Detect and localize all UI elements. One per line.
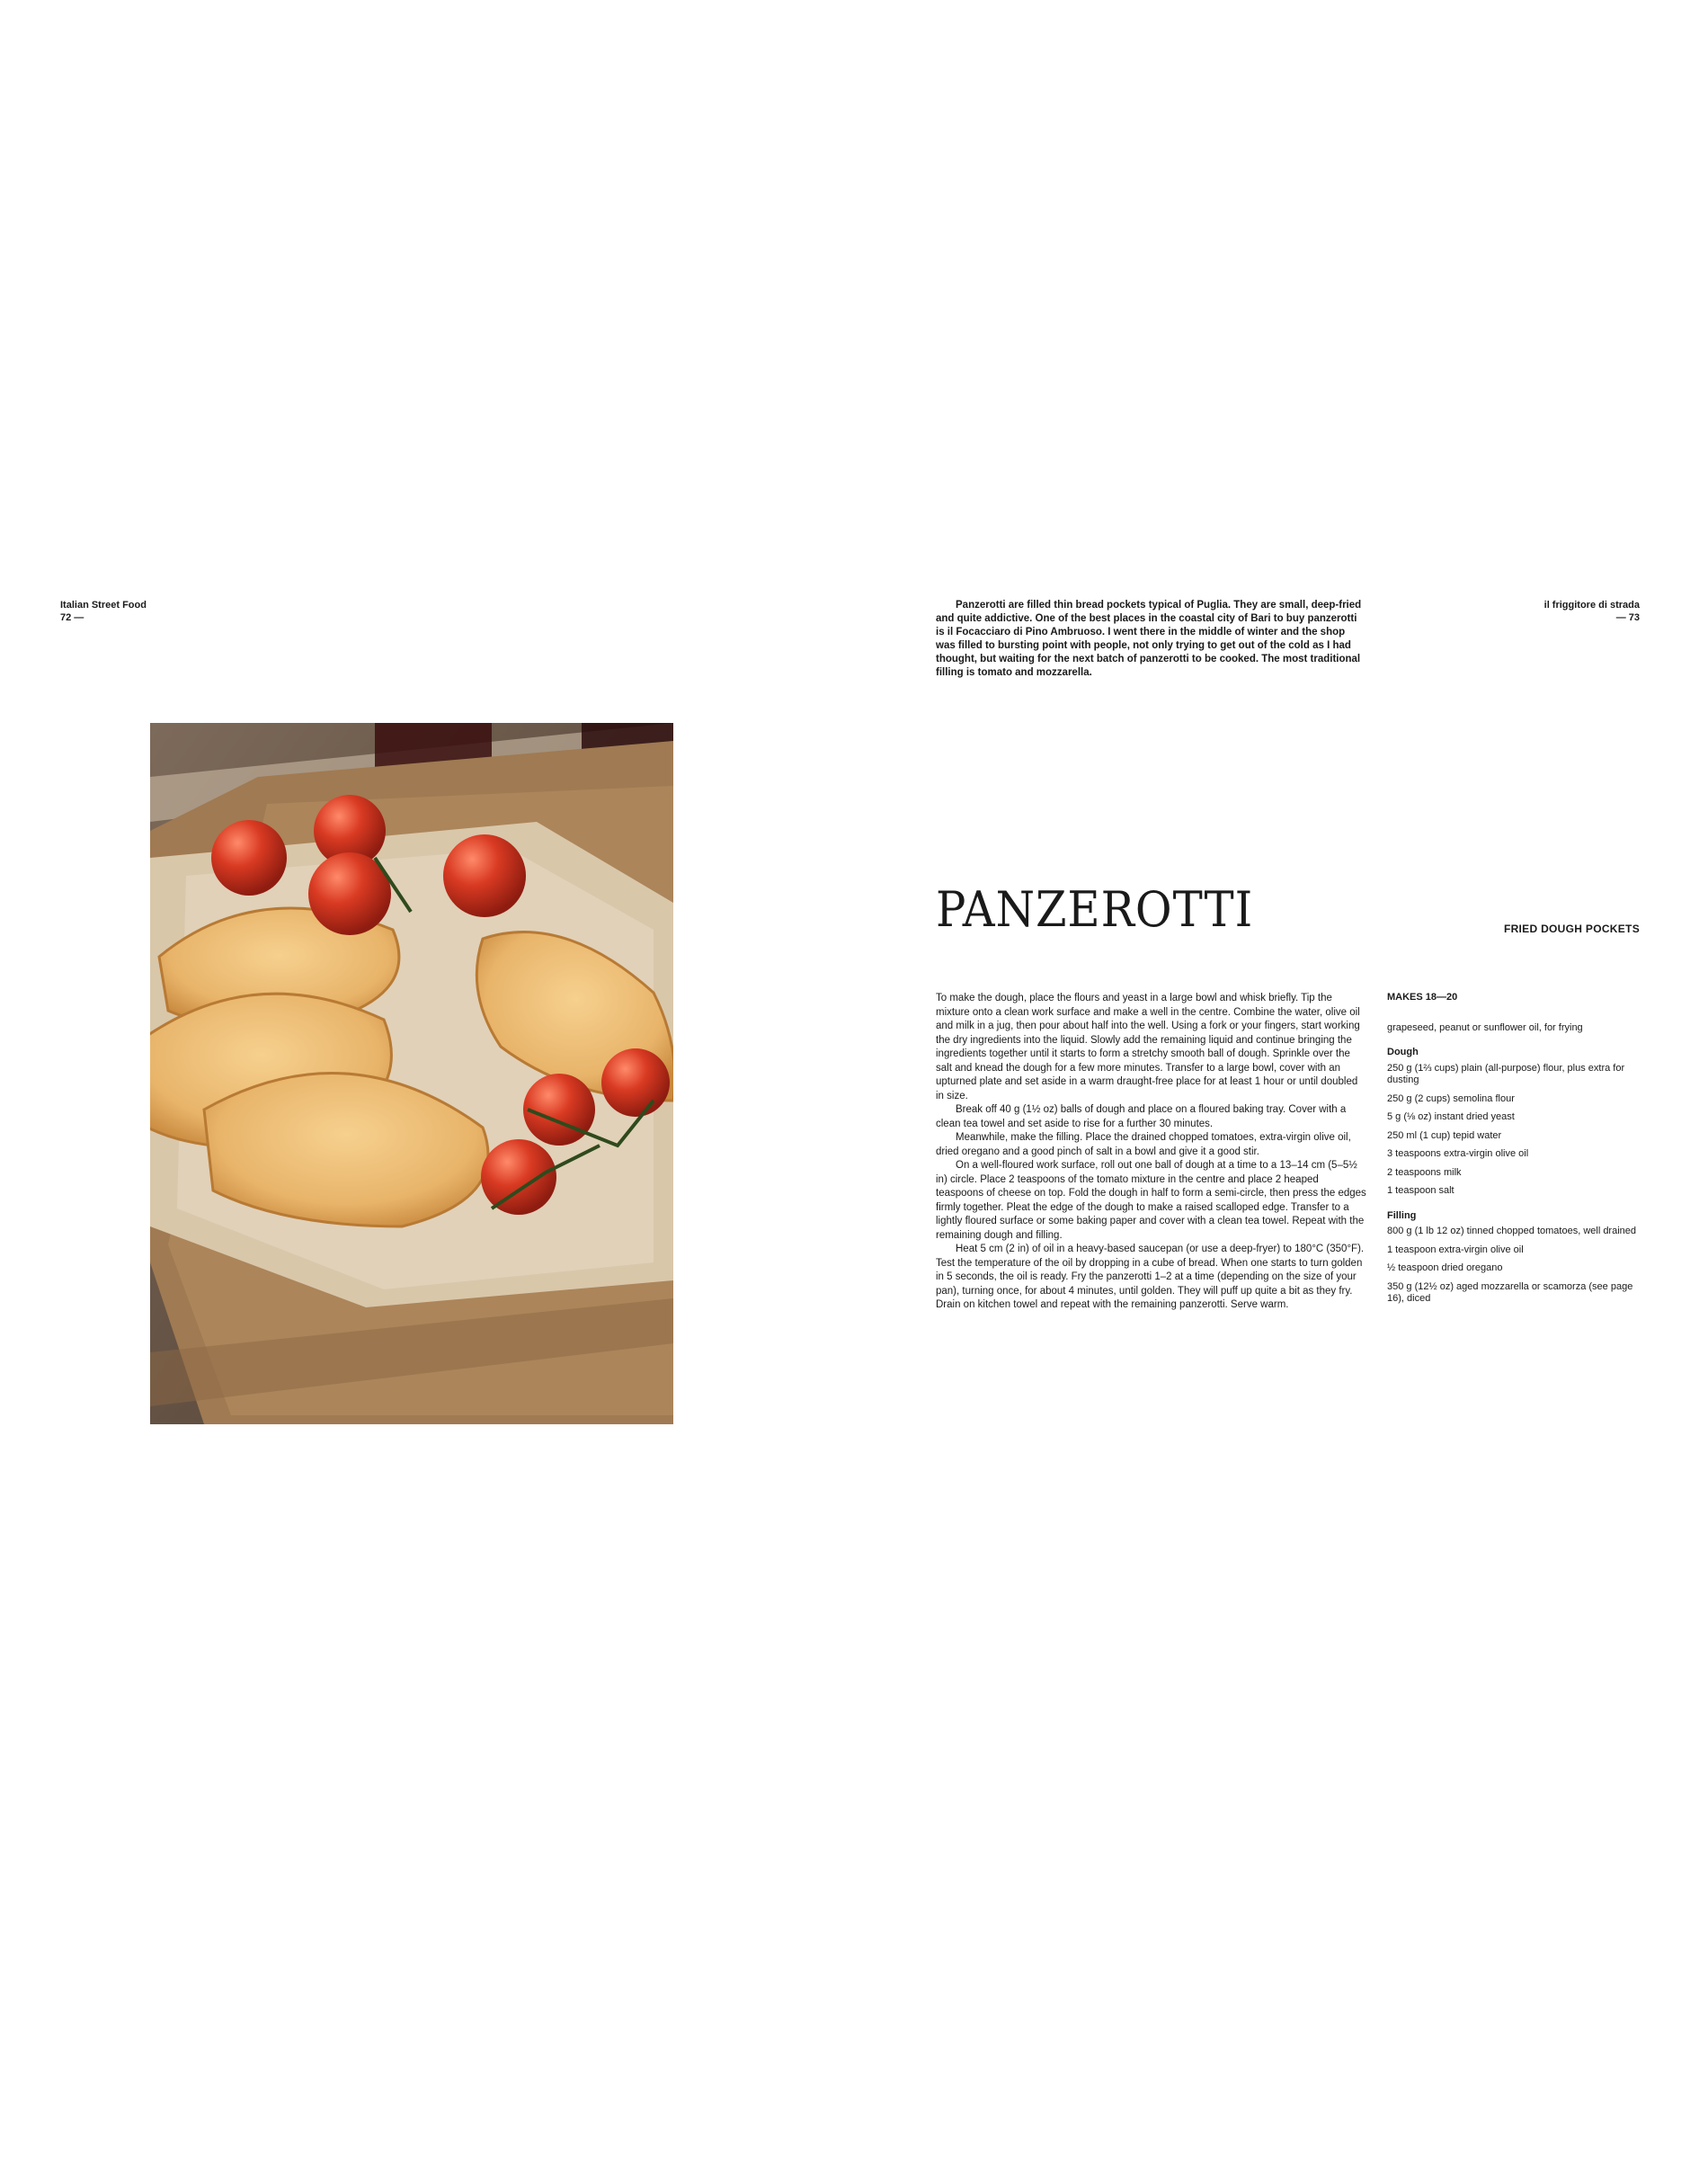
ingredient-item: 2 teaspoons milk [1387,1166,1462,1178]
ingredient-item: 3 teaspoons extra-virgin olive oil [1387,1148,1529,1159]
frying-oil: grapeseed, peanut or sunflower oil, for frying [1387,1021,1583,1033]
yield: MAKES 18—20 [1387,992,1458,1003]
ingredient-item: 250 g (2 cups) semolina flour [1387,1092,1515,1104]
running-head-left [60,599,147,624]
method-paragraph: To make the dough, place the flours and yeast in a large bowl and whisk briefly. Tip the mixture onto a clean work surface and make a well in the centre. Combine the water, olive oil and milk in a jug, then pour about half into the well. Using a fork or your fingers, start working the dry ingredients into the liquid. Slowly add the remaining liquid and continue bringing the ingredients together until it starts to form a stretchy smooth ball of dough. Sprinkle over the salt and knead the dough for a few more minutes. Transfer to a large bowl, cover with an upturned plate and set aside in a warm draught-free place for at least 1 hour or until doubled in size. [936,993,1360,1101]
ingredient-item: 250 g (1⅔ cups) plain (all-purpose) flour, plus extra for dusting [1387,1062,1625,1085]
intro-paragraph: Panzerotti are filled thin bread pockets typical of Puglia. They are small, deep-fried and quite addictive. One of the best places in the coastal city of Bari to buy panzerotti is il Focacciaro di Pino Ambruoso. I went there in the middle of winter and the shop was filled to bursting point with people, not only trying to get out of the cold as I had thought, but waiting for the next batch of panzerotti to be cooked. The most traditional filling is tomato and mozzarella. [936,600,1362,678]
ingredients-column [1387,992,1644,1318]
book-title: Italian Street Food [60,600,147,611]
filling-heading: Filling [1387,1209,1417,1221]
ingredient-item: ½ teaspoon dried oregano [1387,1262,1503,1273]
dough-heading: Dough [1387,1047,1419,1057]
method-paragraph: Break off 40 g (1½ oz) balls of dough and place on a floured baking tray. Cover with a clean tea towel and set aside to rise for a further 30 minutes. [936,1104,1347,1129]
running-head-right [1544,599,1640,624]
method-text [936,992,1367,1313]
ingredient-item: 350 g (12½ oz) aged mozzarella or scamorza (see page 16), diced [1387,1280,1633,1304]
ingredient-item: 5 g (⅛ oz) instant dried yeast [1387,1111,1515,1122]
ingredient-item: 250 ml (1 cup) tepid water [1387,1129,1502,1141]
ingredient-item: 1 teaspoon salt [1387,1185,1454,1196]
method-paragraph: Heat 5 cm (2 in) of oil in a heavy-based saucepan (or use a deep-fryer) to 180°C (350°F). Test the temperature of the oil by dropping in a cube of bread. When one starts to turn golden in 5 seconds, the oil is ready. Fry the panzerotti 1–2 at a time (depending on the size of your pan), turning once, for about 4 minutes, until golden. They will puff up quite a bit as they fry. Drain on kitchen towel and repeat with the remaining panzerotti. Serve warm. [936,1244,1365,1310]
method-paragraph: On a well-floured work surface, roll out one ball of dough at a time to a 13–14 cm (5–5½ in) circle. Place 2 teaspoons of the tomato mixture in the centre and place 2 heaped teaspoons of cheese on top. Fold the dough in half to form a semi-circle, then press the edges firmly together. Pleat the edge of the dough to make a raised scalloped edge. Transfer to a lightly floured surface or some baking paper and cover with a clean tea towel. Repeat with the remaining dough and filling. [936,1160,1366,1241]
recipe-title: PANZEROTTI [936,881,1254,938]
recipe-subtitle: FRIED DOUGH POCKETS [1503,923,1640,935]
page-number-right: — 73 [1615,612,1640,623]
method-paragraph: Meanwhile, make the filling. Place the drained chopped tomatoes, extra-virgin olive oil, dried oregano and a good pinch of salt in a bowl and give it a good stir. [936,1132,1351,1157]
filling-list [1387,1226,1644,1306]
ingredient-item: 800 g (1 lb 12 oz) tinned chopped tomatoes, well drained [1387,1226,1637,1236]
ingredient-item: 1 teaspoon extra-virgin olive oil [1387,1244,1524,1255]
panzerotti-photo [150,723,673,1424]
dough-list [1387,1063,1644,1198]
section-title: il friggitore di strada [1543,600,1640,611]
page-number-left: 72 — [60,612,85,623]
